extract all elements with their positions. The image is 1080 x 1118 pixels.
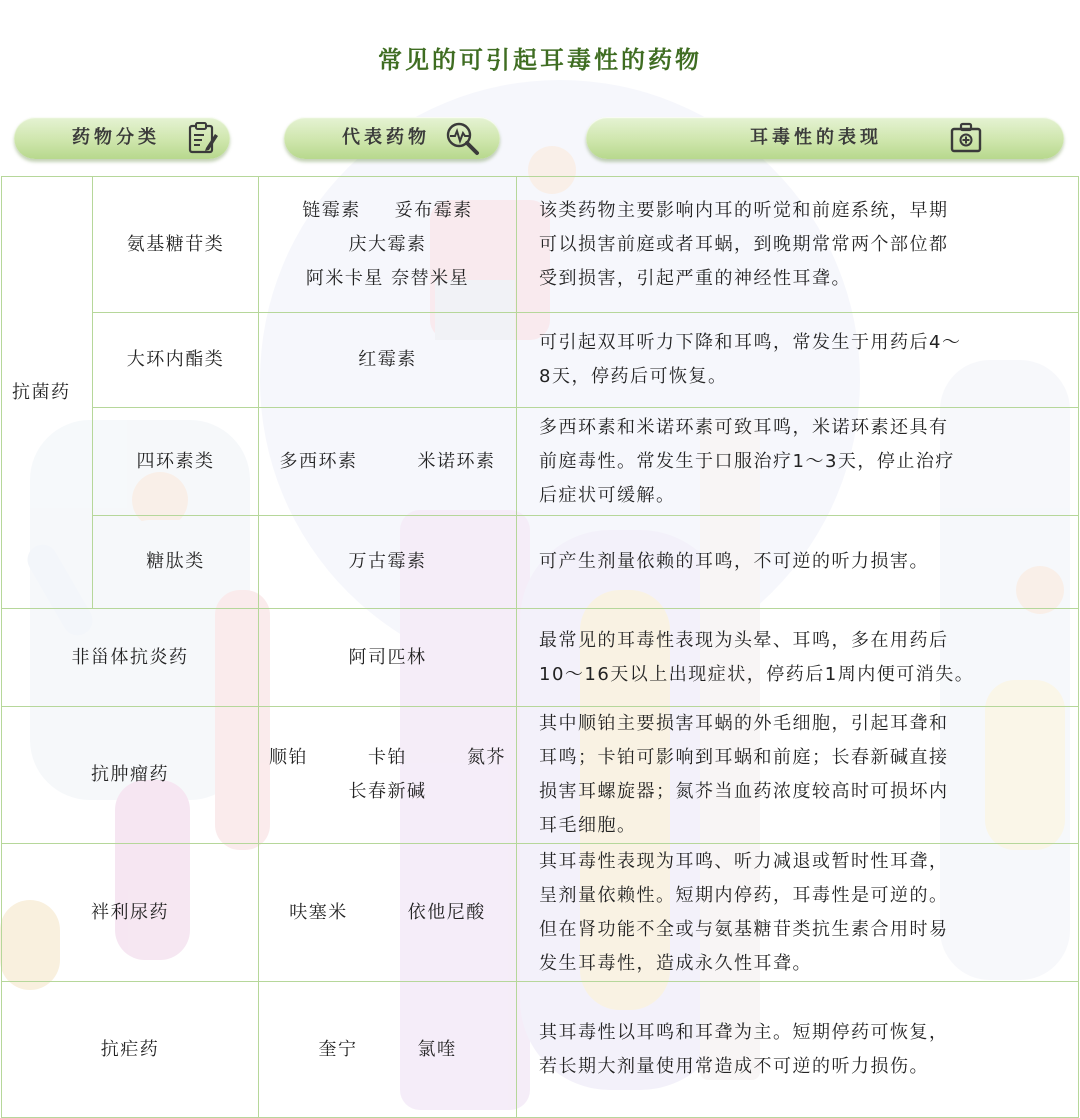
effect-cell <box>517 844 1079 982</box>
table-row <box>2 609 1079 707</box>
effect-cell <box>517 707 1079 844</box>
effect-line: 其耳毒性表现为耳鸣、听力减退或暂时性耳聋， <box>539 850 949 872</box>
drug-cell <box>259 982 517 1118</box>
effect-line: 前庭毒性。常发生于口服治疗1～3天，停止治疗 <box>539 450 955 472</box>
effect-line: 耳毛细胞。 <box>539 815 637 836</box>
effect-line: 发生耳毒性，造成永久性耳聋。 <box>539 952 812 974</box>
drug-name: 顺铂 <box>269 747 308 768</box>
drug-name: 奈替米星 <box>391 267 470 289</box>
group-cell-antibacterial: 抗菌药 <box>2 177 93 609</box>
header-pill-effects <box>586 117 1064 159</box>
drug-cell <box>259 516 517 609</box>
drug-name: 长春新碱 <box>348 781 427 802</box>
table-row <box>2 707 1079 844</box>
effect-line: 多西环素和米诺环素可致耳鸣，米诺环素还具有 <box>539 416 949 438</box>
drug-cell <box>259 707 517 844</box>
effect-line: 后症状可缓解。 <box>539 484 676 506</box>
subgroup-cell: 氨基糖苷类 <box>93 177 259 313</box>
drug-name: 阿司匹林 <box>348 646 427 668</box>
group-cell-diuretic: 袢利尿药 <box>2 844 259 982</box>
drug-cell <box>259 844 517 982</box>
effect-line: 可以损害前庭或者耳蜗，到晚期常常两个部位都 <box>539 233 949 255</box>
effect-line: 最常见的耳毒性表现为头晕、耳鸣，多在用药后 <box>539 629 949 651</box>
page-title: 常见的可引起耳毒性的药物 <box>378 46 702 74</box>
header-effects-label: 耳毒性的表现 <box>750 127 882 148</box>
table-row <box>2 516 1079 609</box>
drug-cell <box>259 313 517 408</box>
drug-name: 万古霉素 <box>348 551 427 572</box>
effect-cell <box>517 516 1079 609</box>
header-drugs-label: 代表药物 <box>342 127 430 148</box>
drug-name: 妥布霉素 <box>394 199 473 221</box>
effect-cell <box>517 177 1079 313</box>
drug-name: 氯喹 <box>417 1038 457 1060</box>
subgroup-cell: 大环内酯类 <box>93 313 259 408</box>
drug-name: 庆大霉素 <box>348 233 427 255</box>
effect-line: 可引起双耳听力下降和耳鸣，常发生于用药后4～ <box>539 332 962 353</box>
subgroup-cell: 四环素类 <box>93 408 259 516</box>
drug-name: 多西环素 <box>279 450 358 472</box>
effect-cell <box>517 609 1079 707</box>
medical-kit-icon <box>948 120 984 156</box>
table-row <box>2 844 1079 982</box>
clipboard-icon <box>184 120 220 156</box>
effect-line: 损害耳螺旋器；氮芥当血药浓度较高时可损坏内 <box>539 781 949 802</box>
drug-name: 红霉素 <box>358 349 417 370</box>
table-row <box>2 408 1079 516</box>
effect-line: 可产生剂量依赖的耳鸣，不可逆的听力损害。 <box>539 551 929 572</box>
effect-cell <box>517 982 1079 1118</box>
drug-cell <box>259 177 517 313</box>
effect-cell <box>517 408 1079 516</box>
drug-name: 阿米卡星 <box>305 267 384 289</box>
drug-name: 米诺环素 <box>417 450 496 472</box>
effect-line: 其耳毒性以耳鸣和耳聋为主。短期停药可恢复， <box>539 1021 949 1043</box>
drug-cell <box>259 609 517 707</box>
subgroup-cell: 糖肽类 <box>93 516 259 609</box>
effect-line: 该类药物主要影响内耳的听觉和前庭系统，早期 <box>539 199 949 221</box>
effect-line: 10～16天以上出现症状，停药后1周内便可消失。 <box>539 663 975 685</box>
drug-name: 链霉素 <box>302 199 361 221</box>
group-cell-antimalarial: 抗疟药 <box>2 982 259 1118</box>
table-row <box>2 313 1079 408</box>
effect-cell <box>517 313 1079 408</box>
header-pill-drugs <box>284 117 500 159</box>
drug-name: 呋塞米 <box>289 901 348 923</box>
header-pill-category <box>14 117 230 159</box>
effect-line: 8天，停药后可恢复。 <box>539 366 728 387</box>
effect-line: 其中顺铂主要损害耳蜗的外毛细胞，引起耳聋和 <box>539 713 949 734</box>
drug-cell <box>259 408 517 516</box>
drug-name: 奎宁 <box>318 1038 358 1060</box>
drug-name: 依他尼酸 <box>407 901 486 923</box>
drug-name: 氮芥 <box>467 747 506 768</box>
effect-line: 呈剂量依赖性。短期内停药，耳毒性是可逆的。 <box>539 884 949 906</box>
effect-line: 但在肾功能不全或与氨基糖苷类抗生素合用时易 <box>539 918 949 940</box>
magnifier-pulse-icon <box>444 120 480 156</box>
table-row <box>2 982 1079 1118</box>
ototoxic-drug-table <box>1 176 1079 1118</box>
effect-line: 受到损害，引起严重的神经性耳聋。 <box>539 267 851 289</box>
drug-name: 卡铂 <box>368 747 407 768</box>
header-category-label: 药物分类 <box>72 127 160 148</box>
effect-line: 若长期大剂量使用常造成不可逆的听力损伤。 <box>539 1055 929 1077</box>
group-cell-nsaid: 非甾体抗炎药 <box>2 609 259 707</box>
table-row <box>2 177 1079 313</box>
group-cell-antitumor: 抗肿瘤药 <box>2 707 259 844</box>
effect-line: 耳鸣；卡铂可影响到耳蜗和前庭；长春新碱直接 <box>539 747 949 768</box>
